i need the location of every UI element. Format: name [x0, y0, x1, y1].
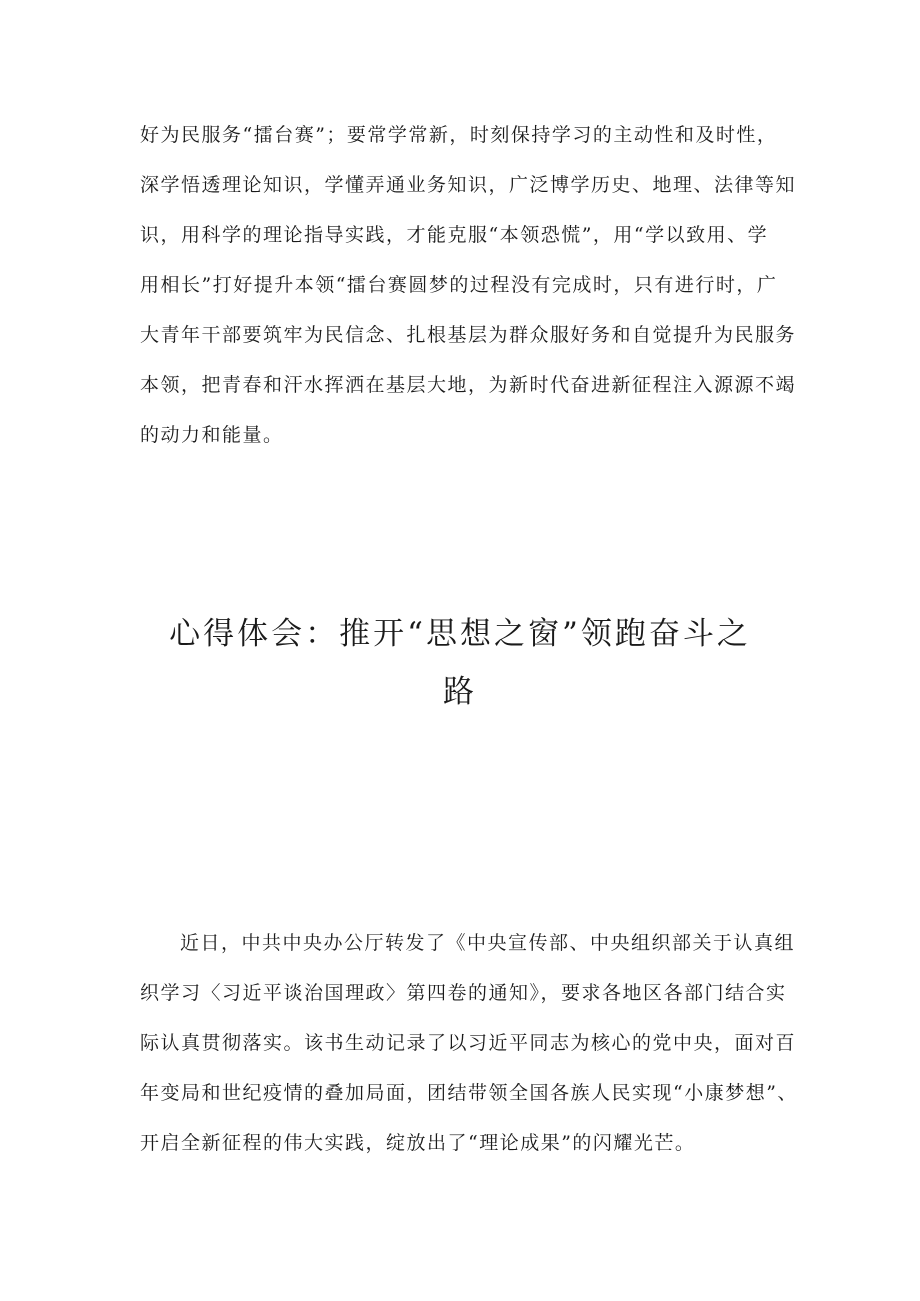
text-line: 开启全新征程的伟大实践，绽放出了“理论成果”的闪耀光芒。	[140, 1132, 696, 1154]
title-line: 心得体会：推开“思想之窗”领跑奋斗之	[169, 616, 751, 652]
text-line: 大青年干部要筑牢为民信念、扎根基层为群众服好务和自觉提升为民服务	[140, 324, 797, 346]
text-line: 用相长”打好提升本领“擂台赛圆梦的过程没有完成时，只有进行时，广	[140, 274, 778, 296]
text-line: 际认真贯彻落实。该书生动记录了以习近平同志为核心的党中央，面对百	[140, 1032, 797, 1054]
text-line: 年变局和世纪疫情的叠加局面，团结带领全国各族人民实现“小康梦想”、	[140, 1082, 798, 1104]
text-line: 识，用科学的理论指导实践，才能克服“本领恐慌”，用“学以致用、学	[140, 224, 769, 246]
text-line: 本领，把青春和汗水挥洒在基层大地，为新时代奋进新征程注入源源不竭	[140, 374, 797, 396]
text-line: 的动力和能量。	[140, 424, 284, 446]
article-title	[120, 605, 800, 721]
text-line: 深学悟透理论知识，学懂弄通业务知识，广泛博学历史、地理、法律等知	[140, 174, 797, 196]
text-line: 织学习〈习近平谈治国理政〉第四卷的通知》，要求各地区各部门结合实	[140, 982, 787, 1004]
text-line: 好为民服务“擂台赛”；要常学常新，时刻保持学习的主动性和及时性，	[140, 124, 778, 146]
paragraph-intro	[140, 918, 798, 1168]
title-line: 路	[443, 674, 477, 710]
paragraph-continued	[140, 110, 797, 460]
text-line: 近日，中共中央办公厅转发了《中央宣传部、中央组织部关于认真组	[180, 932, 796, 954]
